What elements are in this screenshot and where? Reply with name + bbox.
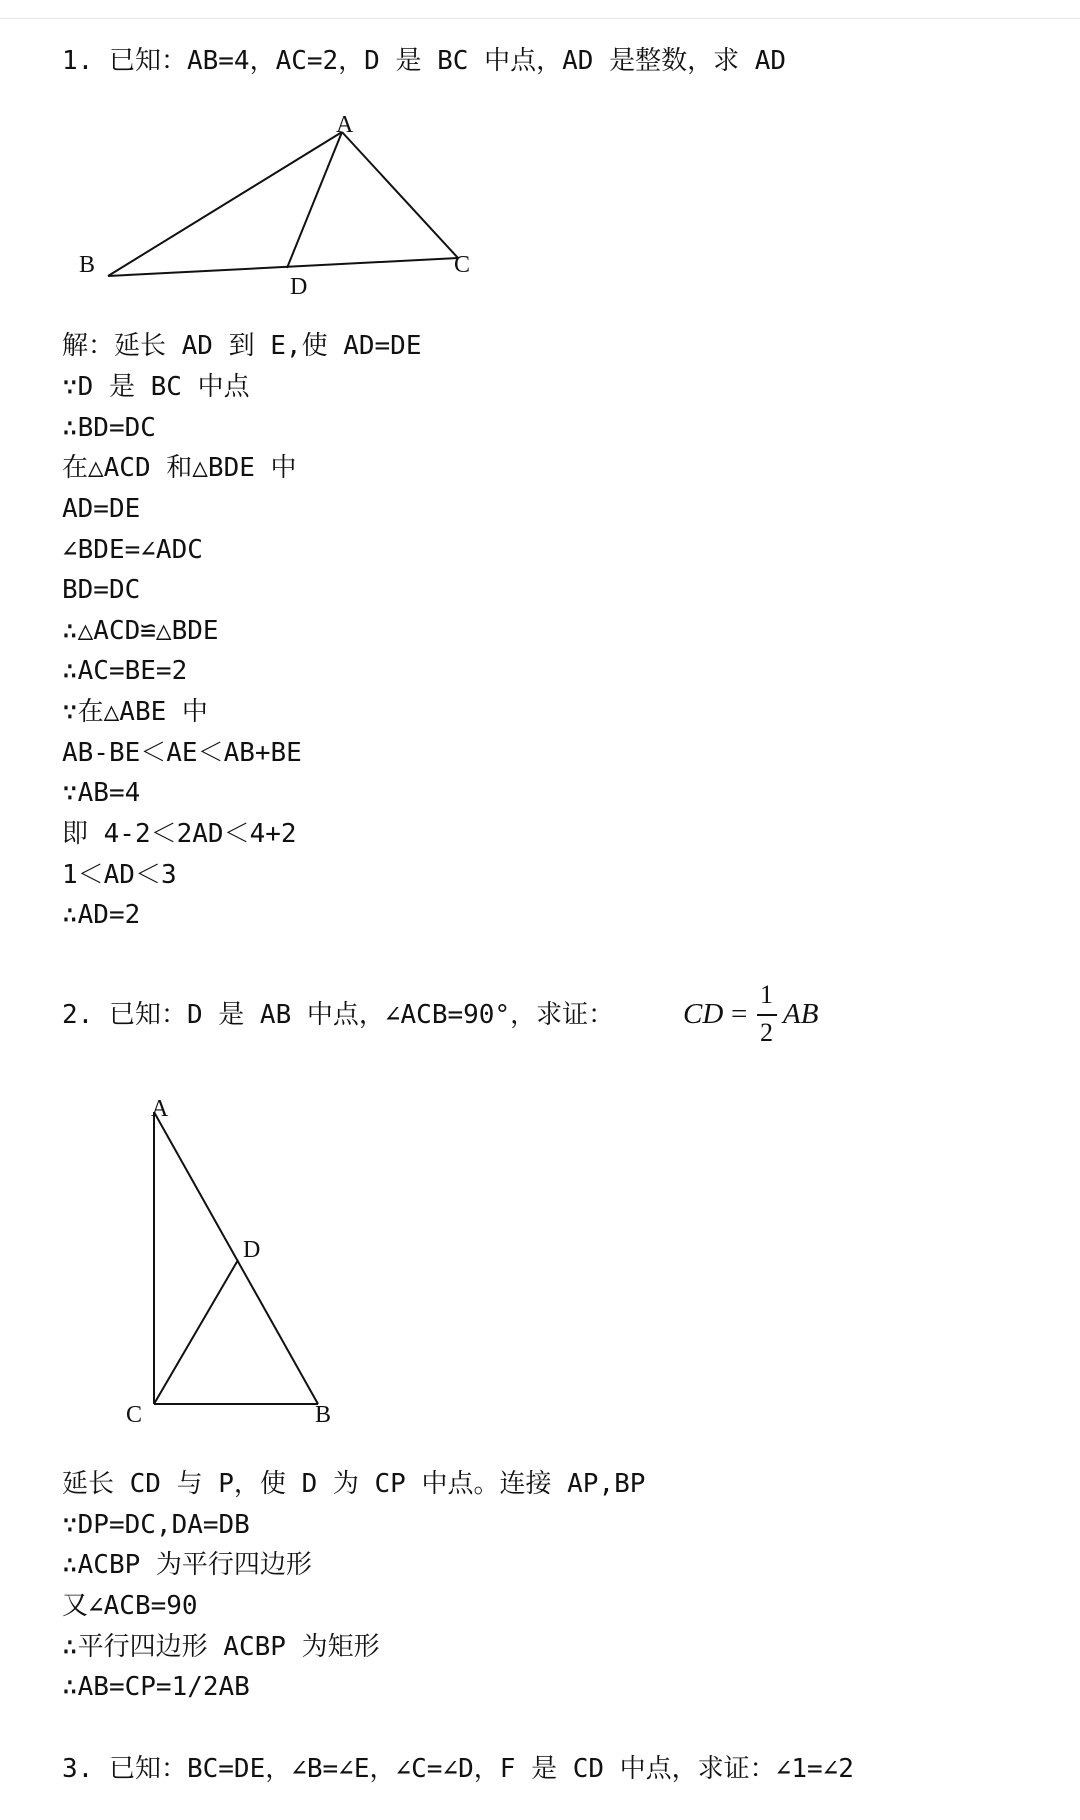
p2-solution-line: 又∠ACB=90 bbox=[62, 1591, 198, 1621]
vertex-label-b: B bbox=[79, 252, 96, 278]
vertex-label-d: D bbox=[290, 274, 308, 300]
p2-solution-line: 延长 CD 与 P，使 D 为 CP 中点。连接 AP,BP bbox=[62, 1469, 646, 1499]
problem-2-statement: 2. 已知：D 是 AB 中点，∠ACB=90°，求证： bbox=[62, 1000, 615, 1030]
p1-solution-line: 在△ACD 和△BDE 中 bbox=[62, 453, 297, 483]
p1-solution-line: ∵AB=4 bbox=[62, 778, 141, 808]
p2-solution-line: ∴AB=CP=1/2AB bbox=[62, 1672, 250, 1702]
formula-numerator: 1 bbox=[760, 980, 773, 1009]
vertex-label-a: A bbox=[151, 1096, 169, 1122]
p1-solution-line: AD=DE bbox=[62, 494, 141, 524]
p1-solution-line: ∴△ACD≌△BDE bbox=[62, 616, 219, 646]
vertex-label-d: D bbox=[243, 1237, 261, 1263]
p2-solution-line: ∴平行四边形 ACBP 为矩形 bbox=[62, 1632, 380, 1662]
p1-solution-line: ∠BDE=∠ADC bbox=[62, 535, 203, 565]
vertex-label-b: B bbox=[315, 1402, 332, 1428]
p1-solution-line: ∵D 是 BC 中点 bbox=[62, 372, 250, 402]
p1-solution-line: 1＜AD＜3 bbox=[62, 860, 177, 890]
vertex-label-a: A bbox=[336, 112, 354, 138]
problem-1-statement: 1. 已知：AB=4，AC=2，D 是 BC 中点，AD 是整数，求 AD bbox=[62, 46, 787, 76]
formula-denominator: 2 bbox=[760, 1018, 773, 1047]
formula-rhs: AB bbox=[783, 998, 819, 1030]
p1-solution-line: 即 4-2＜2AD＜4+2 bbox=[62, 819, 297, 849]
median-cd bbox=[154, 1260, 238, 1404]
vertex-label-c: C bbox=[454, 252, 471, 278]
formula-lhs: CD bbox=[683, 998, 724, 1030]
vertex-label-c: C bbox=[126, 1402, 143, 1428]
p1-solution-line: ∴BD=DC bbox=[62, 413, 156, 443]
p1-solution-line: ∵在△ABE 中 bbox=[62, 697, 208, 727]
p2-solution-line: ∴ACBP 为平行四边形 bbox=[62, 1550, 312, 1580]
formula-equals: = bbox=[731, 998, 748, 1030]
p1-solution-line: 解：延长 AD 到 E,使 AD=DE bbox=[62, 331, 422, 361]
p1-solution-line: ∴AD=2 bbox=[62, 900, 141, 930]
p2-solution-line: ∵DP=DC,DA=DB bbox=[62, 1510, 250, 1540]
problem-3-statement: 3. 已知：BC=DE，∠B=∠E，∠C=∠D，F 是 CD 中点，求证：∠1=∠2 bbox=[62, 1754, 854, 1784]
p1-solution-line: AB-BE＜AE＜AB+BE bbox=[62, 738, 302, 768]
p1-solution-line: BD=DC bbox=[62, 575, 141, 605]
p1-solution-line: ∴AC=BE=2 bbox=[62, 656, 188, 686]
